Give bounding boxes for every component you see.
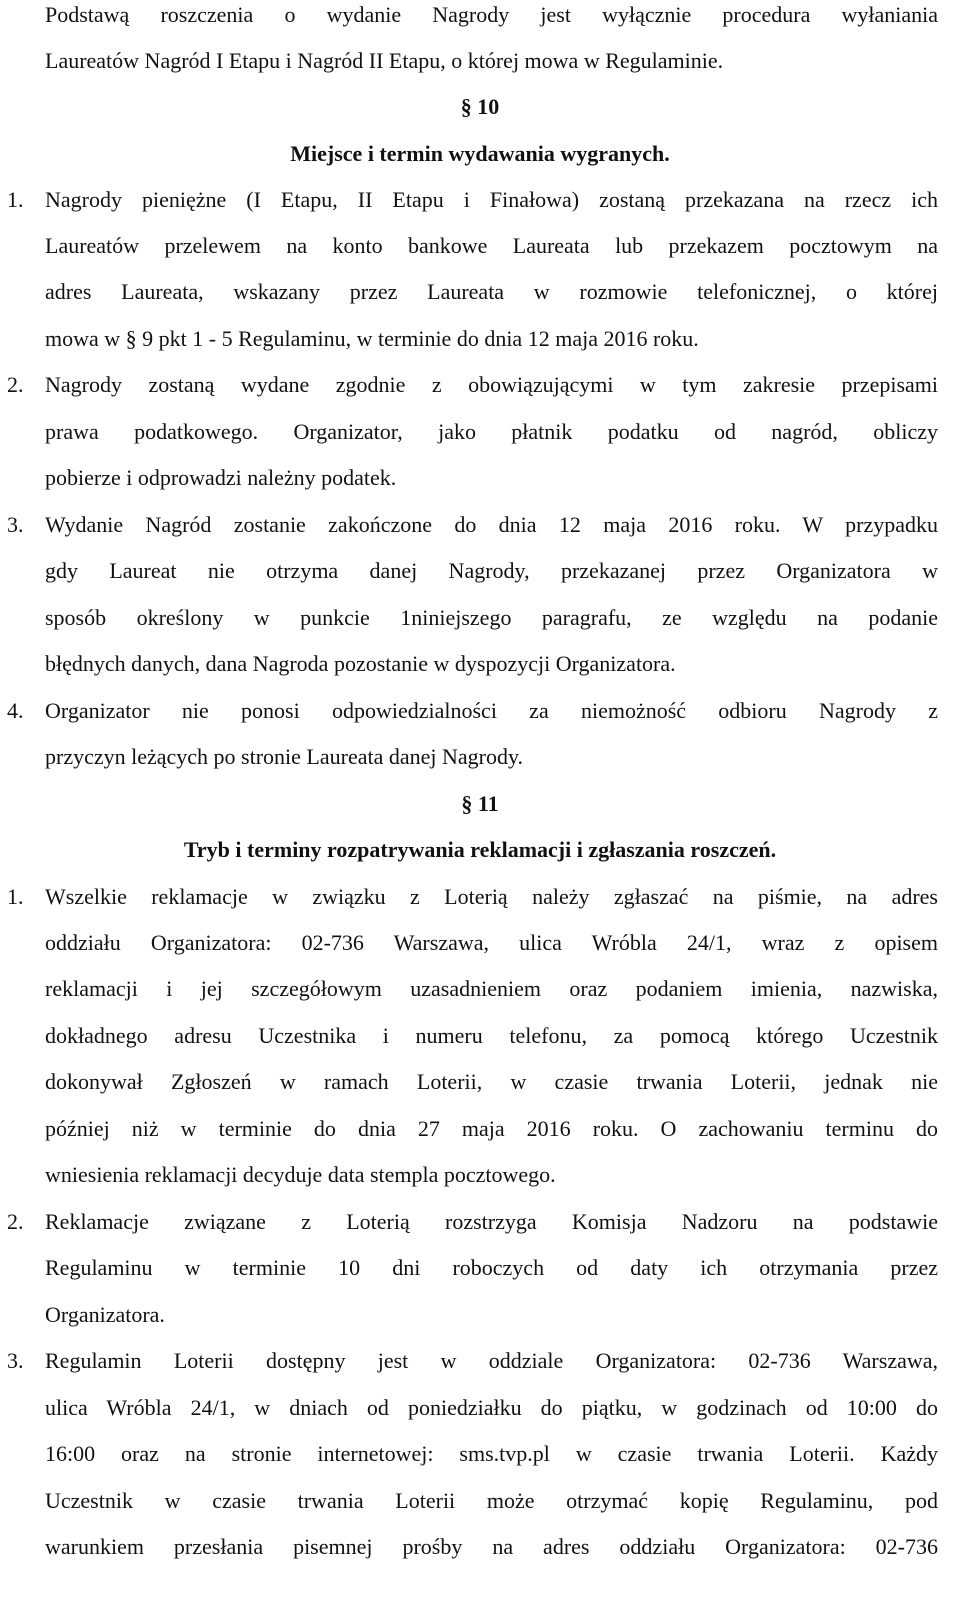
paragraph-line: oddziału Organizatora: 02-736 Warszawa, ulica Wróbla 24/1, wraz z opisem	[45, 930, 938, 955]
paragraph-line: prawa podatkowego. Organizator, jako płatnik podatku od nagród, obliczy	[45, 419, 938, 444]
item-number: 1.	[7, 187, 24, 212]
paragraph-line: Reklamacje związane z Loterią rozstrzyga Komisja Nadzoru na podstawie	[45, 1209, 938, 1234]
paragraph-line: Uczestnik w czasie trwania Loterii może otrzymać kopię Regulaminu, pod	[45, 1488, 938, 1513]
section-11-number: § 11	[461, 791, 499, 816]
intro-line: Laureatów Nagród I Etapu i Nagród II Etapu, o której mowa w Regulaminie.	[45, 48, 724, 73]
item-number: 4.	[7, 698, 24, 723]
section-11-title: Tryb i terminy rozpatrywania reklamacji i zgłaszania roszczeń.	[183, 837, 777, 862]
paragraph-line: Organizator nie ponosi odpowiedzialności za niemożność odbioru Nagrody z	[45, 698, 938, 723]
paragraph-line: dokładnego adresu Uczestnika i numeru telefonu, za pomocą którego Uczestnik	[45, 1023, 938, 1048]
paragraph-line: Organizatora.	[45, 1302, 165, 1327]
paragraph-line: mowa w § 9 pkt 1 - 5 Regulaminu, w terminie do dnia 12 maja 2016 roku.	[45, 326, 699, 351]
paragraph-line: Regulamin Loterii dostępny jest w oddziale Organizatora: 02-736 Warszawa,	[45, 1348, 938, 1373]
item-number: 3.	[7, 1348, 24, 1373]
paragraph-line: pobierze i odprowadzi należny podatek.	[45, 465, 397, 490]
section-10-number: § 10	[460, 94, 500, 119]
paragraph-line: Laureatów przelewem na konto bankowe Laureata lub przekazem pocztowym na	[45, 233, 938, 258]
item-number: 1.	[7, 884, 24, 909]
section-10-title: Miejsce i termin wydawania wygranych.	[290, 141, 670, 166]
paragraph-line: dokonywał Zgłoszeń w ramach Loterii, w czasie trwania Loterii, jednak nie	[45, 1069, 938, 1094]
paragraph-line: ulica Wróbla 24/1, w dniach od poniedziałku do piątku, w godzinach od 10:00 do	[45, 1395, 938, 1420]
paragraph-line: Nagrody pieniężne (I Etapu, II Etapu i Finałowa) zostaną przekazana na rzecz ich	[45, 187, 938, 212]
paragraph-line: Wydanie Nagród zostanie zakończone do dnia 12 maja 2016 roku. W przypadku	[45, 512, 938, 537]
item-number: 3.	[7, 512, 24, 537]
paragraph-line: warunkiem przesłania pisemnej prośby na adres oddziału Organizatora: 02-736	[45, 1534, 938, 1559]
paragraph-line: przyczyn leżących po stronie Laureata danej Nagrody.	[45, 744, 524, 769]
paragraph-line: Regulaminu w terminie 10 dni roboczych od daty ich otrzymania przez	[45, 1255, 938, 1280]
paragraph-line: Wszelkie reklamacje w związku z Loterią należy zgłaszać na piśmie, na adres	[45, 884, 938, 909]
paragraph-line: gdy Laureat nie otrzyma danej Nagrody, przekazanej przez Organizatora w	[45, 558, 938, 583]
item-number: 2.	[7, 372, 24, 397]
paragraph-line: błędnych danych, dana Nagroda pozostanie w dyspozycji Organizatora.	[45, 651, 676, 676]
paragraph-line: wniesienia reklamacji decyduje data stempla pocztowego.	[45, 1162, 556, 1187]
paragraph-line: sposób określony w punkcie 1niniejszego paragrafu, ze względu na podanie	[45, 605, 938, 630]
paragraph-line: później niż w terminie do dnia 27 maja 2016 roku. O zachowaniu terminu do	[45, 1116, 938, 1141]
item-number: 2.	[7, 1209, 24, 1234]
paragraph-line: reklamacji i jej szczegółowym uzasadnieniem oraz podaniem imienia, nazwiska,	[45, 976, 938, 1001]
paragraph-line: adres Laureata, wskazany przez Laureata w rozmowie telefonicznej, o której	[45, 279, 938, 304]
paragraph-line: Nagrody zostaną wydane zgodnie z obowiązującymi w tym zakresie przepisami	[45, 372, 938, 397]
intro-line: Podstawą roszczenia o wydanie Nagrody jest wyłącznie procedura wyłaniania	[45, 2, 938, 27]
paragraph-line: 16:00 oraz na stronie internetowej: sms.tvp.pl w czasie trwania Loterii. Każdy	[45, 1441, 938, 1466]
